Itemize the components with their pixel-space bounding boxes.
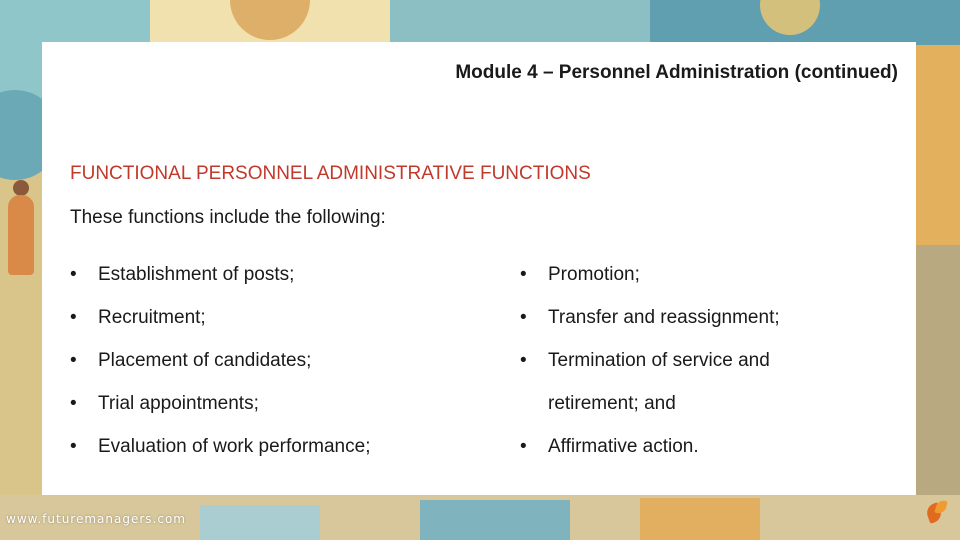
list-item <box>70 296 480 339</box>
bullet-icon: • <box>70 264 77 285</box>
list-item <box>520 296 910 339</box>
bullet-icon: • <box>70 393 77 414</box>
bullet-icon: • <box>520 350 527 371</box>
list-item-text: Establishment of posts; <box>98 264 295 285</box>
list-item <box>70 339 480 382</box>
background-tile <box>420 500 570 540</box>
list-item <box>520 339 910 382</box>
slide-content-panel <box>42 42 916 495</box>
left-bullet-list <box>70 253 480 468</box>
background-tile <box>200 505 320 540</box>
bullet-icon: • <box>520 436 527 457</box>
section-heading: FUNCTIONAL PERSONNEL ADMINISTRATIVE FUNCTIONS <box>70 163 591 184</box>
list-item-continuation <box>520 382 910 425</box>
bullet-icon: • <box>520 264 527 285</box>
list-item <box>520 253 910 296</box>
future-managers-logo-icon <box>927 500 949 524</box>
bullet-icon: • <box>70 436 77 457</box>
background-tile <box>915 45 960 245</box>
bullet-icon: • <box>520 307 527 328</box>
person-illustration <box>8 195 34 275</box>
bullet-icon: • <box>70 307 77 328</box>
list-item <box>520 425 910 468</box>
module-title: Module 4 – Personnel Administration (continued) <box>455 62 898 83</box>
list-item <box>70 425 480 468</box>
list-item-text: Affirmative action. <box>548 436 699 457</box>
intro-text: These functions include the following: <box>70 207 386 228</box>
background-tile <box>640 498 760 540</box>
right-bullet-list <box>520 253 910 468</box>
person-illustration-head <box>13 180 29 196</box>
list-item-text: Placement of candidates; <box>98 350 312 371</box>
list-item-text: Trial appointments; <box>98 393 259 414</box>
list-item-text: retirement; and <box>548 393 676 414</box>
footer-url: www.futuremanagers.com <box>6 512 186 526</box>
bullet-icon: • <box>70 350 77 371</box>
list-item-text: Promotion; <box>548 264 640 285</box>
list-item-text: Termination of service and <box>548 350 770 371</box>
list-item-text: Recruitment; <box>98 307 206 328</box>
list-item <box>70 253 480 296</box>
list-item <box>70 382 480 425</box>
list-item-text: Evaluation of work performance; <box>98 436 371 457</box>
list-item-text: Transfer and reassignment; <box>548 307 780 328</box>
background-tile <box>390 0 660 45</box>
